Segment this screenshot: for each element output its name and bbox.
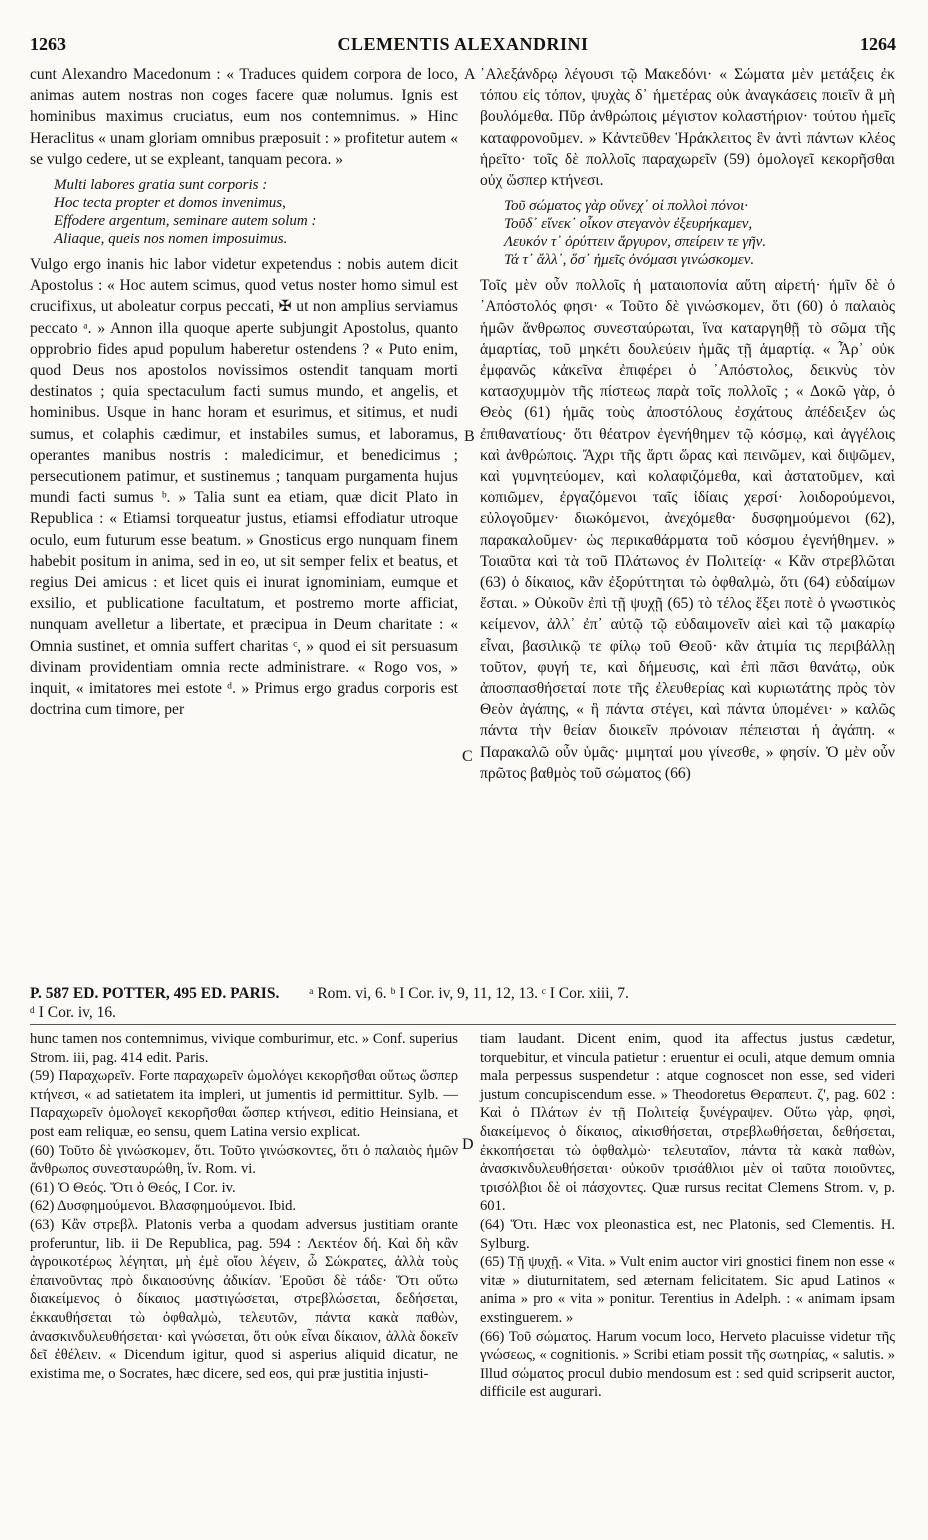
poem-line: Multi labores gratia sunt corporis :: [54, 177, 268, 194]
divider: [30, 1024, 896, 1025]
page-number-right: 1264: [860, 34, 896, 54]
margin-letter-a: A: [464, 66, 476, 83]
poem-line: Τοῦδ᾿ εἵνεκ᾿ οἶκον στεγανὸν ἐξευρήκαμεν,: [504, 216, 753, 233]
greek-column: [480, 64, 895, 784]
note: (64) Ὅτι. Hæc vox pleonastica est, nec Platonis, sed Clementis. H. Sylburg.: [480, 1216, 895, 1252]
latin-paragraph: Vulgo ergo inanis hic labor videtur expetendus : nobis autem dicit Apostolus : « Hoc autem scimus, quod vetus noster homo simul est crucifixus, ut aboleatur corpus peccati, ✠ ut non amplius serviamus peccato ᵃ. » Annon illa quoque aperte subjungit Apostolus, quanto opprobrio fides apud populum haberetur ostendens ? « Puto enim, quod Deus nos apostolos novissimos ostendit tanquam morti destinatos ; quia spectaculum facti sumus mundo, et angelis, et hominibus. Usque in hanc horam et esurimus, et sitimus, et nudi sumus, et colaphis cædimur, et instabiles sumus, et laboramus, operantes manibus nostris : maledicimur, et benedicimus ; persecutionem patimur, et sustinemus ; tanquam purgamenta hujus mundi facti sumus ᵇ. » Talia sunt ea etiam, quæ dicit Plato in Republica : « Etiamsi torqueatur justus, etiamsi effodiatur utroque oculo, eum futurum esse beatum. » Gnosticus ergo nunquam finem habebit positum in anima, sed in eo, ut sit semper felix et beatus, et regius Dei amicus : et licet quis ei inurat ignominiam, eumque et exsilio, et publicatione facultatum, et postremo morte afficiat, nunquam avelletur a libertate, et præcipua in Deum charitate : « Omnia sustinet, et omnia suffert charitas ᶜ, » quod ei sit persuasum divinam providentiam omnia recte administrare. « Rogo vos, » inquit, « imitatores mei estote ᵈ. » Primus ergo gradus corporis est doctrina cum timore, per: [30, 256, 458, 719]
margin-letter-b: B: [464, 428, 475, 445]
scripture-references: ᵃ Rom. vi, 6. ᵇ I Cor. iv, 9, 11, 12, 13. ᶜ I Cor. xiii, 7.: [309, 985, 629, 1002]
latin-column: [30, 64, 458, 720]
note: (63) Κἂν στρεβλ. Platonis verba a quodam adversus justitiam orante proferuntur, lib. ii De Republica, pag. 594 : Λεκτέον δή. Καὶ δὴ κἂν ἀγροικοτέρως λέγηται, μὴ ἐμὲ οἴου λέγειν, ὦ Σώκρατες, ἀλλὰ τοὺς ἐπαινοῦντας πρὸ δικαιοσύνης ἀδικίαν. Ἐροῦσι δὲ τάδε· Ὅτι οὕτω διακείμενος ὁ δίκαιος μαστιγώσεται, στρεβλώσεται, δεδήσεται, ἐκκαυθήσεται τὼ ὀφθαλμὼ, τελευτῶν, πάντα κακὰ παθὼν, ἀνασκινδυλευθήσεται· καὶ γνώσεται, ὅτι οὐκ εἶναι δίκαιον, ἀλλὰ δοκεῖν δεῖ ἐθέλειν. « Dicendum igitur, quod si asperius aliquid dicatur, ne existima me, o Socrates, hæc dicere, sed eos, qui præ justitia injusti-: [30, 1216, 458, 1382]
note: hunc tamen nos contemnimus, vivique comburimur, etc. » Conf. superius Strom. iii, pag. 414 edit. Paris.: [30, 1031, 458, 1066]
running-title: CLEMENTIS ALEXANDRINI: [337, 34, 589, 54]
latin-paragraph: cunt Alexandro Macedonum : « Traduces quidem corpora de loco, animas autem nostras non coges facere quæ nolumus. Ignis est hominibus maximus cruciatus, eum nos contemnimus. » Hinc Heraclitus « unam gloriam omnibus præposuit : » profitetur autem « se vulgo cedere, ut se expleant, tanquam pecora. »: [30, 66, 458, 168]
latin-poem: [54, 176, 458, 248]
poem-line: Λευκόν τ᾿ ὀρύττειν ἄργυρον, σπείρειν τε γῆν.: [504, 234, 767, 251]
page-number-left: 1263: [30, 34, 66, 54]
note: (65) Τῇ ψυχῇ. « Vita. » Vult enim auctor viri gnostici finem non esse « vitæ » diuturnitatem, sed æternam felicitatem. Sic apud Latinos « anima » pro « vita » ponitur. Terentius in Adelph. : « animam ipsam exstinguerem. »: [480, 1254, 895, 1326]
note: (66) Τοῦ σώματος. Harum vocum loco, Herveto placuisse videtur τῆς γνώσεως, « cognitionis. » Scribi etiam possit τῆς σωτηρίας, « salutis. » Illud σώματος procul dubio mendosum est : sed quid scripserit auctor, difficile est augurari.: [480, 1328, 895, 1401]
edition-reference: P. 587 ED. POTTER, 495 ED. PARIS.: [30, 985, 280, 1002]
greek-paragraph: ᾿Αλεξάνδρῳ λέγουσι τῷ Μακεδόνι· « Σώματα μὲν μετάξεις ἐκ τόπου εἰς τόπον, ψυχὰς δ᾿ ἡμετέρας οὐκ ἀναγκάσεις ποιεῖν ἃ μὴ βουλόμεθα. Πῦρ ἀνθρώποις μέγιστον κολαστήριον· τούτου ἡμεῖς καταφρονοῦμεν. » Κἀντεῦθεν Ἡράκλειτος ἓν ἀντὶ πάντων κλέος ἡρεῖτο· τοῖς δὲ πολλοῖς παραχωρεῖν (59) ὁμολογεῖ κεκορῆσθαι οὐχ ὥσπερ κτήνεσι.: [480, 66, 895, 190]
poem-line: Τά τ᾿ ἄλλ᾿, ὅσ᾿ ἡμεῖς ὀνόμασι γινώσκομεν.: [504, 252, 755, 269]
scripture-references-cont: ᵈ I Cor. iv, 16.: [30, 1004, 117, 1021]
running-header: [30, 30, 896, 60]
greek-paragraph: Τοῖς μὲν οὖν πολλοῖς ἡ ματαιοπονία αὕτη αἱρετή· ἡμῖν δὲ ὁ ᾿Απόστολός φησι· « Τοῦτο δὲ γινώσκομεν, ὅτι (60) ὁ παλαιὸς ἡμῶν ἄνθρωπος συνεσταύρωται, ἵνα καταργηθῇ τὸ σῶμα τῆς ἁμαρτίας, τοῦ μηκέτι δουλεύειν ἡμᾶς τῇ ἁμαρτίᾳ. « Ἆρ᾿ οὐκ ἐμφανῶς κἀκεῖνα ἐπιφέρει ὁ ᾿Απόστολος, δεικνὺς τὸν κατασχυμμὸν τῆς πίστεως παρὰ τοῖς πολλοῖς ; « Δοκῶ γὰρ, ὁ Θεὸς (61) ἡμᾶς τοὺς ἀποστόλους ἐσχάτους ἀπέδειξεν ὡς ἐπιθανατίους· ὅτι θέατρον ἐγενήθημεν τῷ κόσμῳ, καὶ ἀγγέλοις καὶ ἀνθρώποις. Ἄχρι τῆς ἄρτι ὥρας καὶ πεινῶμεν, καὶ διψῶμεν, καὶ γυμνητεύομεν, καὶ κολαφιζόμεθα, καὶ ἀστατοῦμεν, καὶ κοπιῶμεν, ἐργαζόμενοι ταῖς ἰδίαις χερσί· λοιδορούμενοι, εὐλογοῦμεν· διωκόμενοι, ἀνεχόμεθα· δυσφημούμενοι (62), παρακαλοῦμεν· ὡς περικαθάρματα τοῦ κόσμου ἐγενήθημεν. » Τοιαῦτα καὶ τὰ τοῦ Πλάτωνος ἐν Πολιτείᾳ· « Κἂν στρεβλῶται (63) ὁ δίκαιος, κἂν ἐξορύττηται τὼ ὀφθαλμὼ, ὅτι (64) εὐδαίμων ἔσται. » Οὐκοῦν ἐπὶ τῇ ψυχῇ (65) τὸ τέλος ἕξει ποτὲ ὁ γνωστικὸς κείμενον, ἀλλ᾿ ἐπ᾿ αὐτῷ τῷ εὐδαιμονεῖν αἰεὶ καὶ τῷ μακαρίῳ εἶναι, βασιλικῷ τε φίλῳ τοῦ Θεοῦ· κἂν ἀτιμία τις περιβάλλῃ τοῦτον, φυγή τε, καὶ δήμευσις, καὶ ἐπὶ πᾶσι θανάτῳ, οὐκ ἀποσπασθήσεταί ποτε τῆς ἐλευθερίας καὶ κυριωτάτης πρὸς τὸν Θεὸν ἀγάπης, « ἣ πάντα στέγει, καὶ πάντα ὑπομένει· » καλῶς πάντα τὴν θείαν διοικεῖν πρόνοιαν πέπεισται ἡ ἀγάπη. « Παρακαλῶ οὖν ὑμᾶς· μιμηταί μου γίνεσθε, » φησίν. Ὁ μὲν οὖν πρῶτος βαθμὸς τοῦ σώματος (66): [480, 277, 895, 782]
note: (60) Τοῦτο δὲ γινώσκομεν, ὅτι. Τοῦτο γινώσκοντες, ὅτι ὁ παλαιὸς ἡμῶν ἄνθρωπος συνεσταυρώθη, ἵν. Rom. vi.: [30, 1142, 458, 1178]
notes-left-column: [30, 1030, 458, 1383]
poem-line: Τοῦ σώματος γὰρ οὕνεχ᾿ οἱ πολλοὶ πόνοι·: [504, 198, 749, 215]
poem-line: Hoc tecta propter et domos invenimus,: [54, 195, 286, 212]
note: (62) Δυσφημούμενοι. Βλασφημούμενοι. Ibid.: [30, 1198, 297, 1215]
note: (61) Ὁ Θεός. Ὅτι ὁ Θεός, I Cor. iv.: [30, 1179, 236, 1196]
poem-line: Effodere argentum, seminare autem solum :: [54, 213, 317, 230]
poem-line: Aliaque, queis nos nomen imposuimus.: [54, 231, 288, 248]
notes-right-column: [480, 1030, 895, 1402]
note: tiam laudant. Dicent enim, quod ita affectus justus cædetur, torquebitur, et vincula patietur : eruentur ei oculi, atque demum omnia mala perpessus suspendetur : atque cognoscet non esse, sed videri justum concupiscendum esse. » Theodoretus Θεραπευτ. ζ', pag. 602 : Καὶ ὁ Πλάτων ἐν τῇ Πολιτείᾳ ξυνέγραψεν. Οὕτω γὰρ, φησὶ, διακείμενος ὁ δίκαιος, αἰκισθήσεται, στρεβλωθήσεται, δεθήσεται, ἐκκοπήσεται τὼ ὀφθαλμὼ· τελευταῖον, πάντα τὰ κακὰ παθὼν, ἀνασκινδυλευθήσεται· οὐκοῦν τρισάθλιοι μὲν οἱ ταῦτα ποιοῦντες, τρισόλβιοι δὲ οἱ πάσχοντες. Quæ rursus recitat Clemens Strom. v, p. 601.: [480, 1031, 895, 1215]
greek-poem: [504, 197, 895, 269]
reference-bar: [30, 984, 896, 1022]
note: (59) Παραχωρεῖν. Forte παραχωρεῖν ὡμολόγει κεκορῆσθαι οὕτως ὥσπερ κτήνεσι, « ad satietatem ita impleri, ut jumentis id permittitur. Sylb. — Παραχωρεῖν ὁμολογεῖ κεκορῆσθαι ὥσπερ κτήνεσι, editio Heinsiana, et post eam reliquæ, eo sensu, quem Latina versio explicat.: [30, 1068, 458, 1140]
margin-letter-d: D: [462, 1136, 474, 1153]
margin-letter-c: C: [462, 748, 473, 765]
